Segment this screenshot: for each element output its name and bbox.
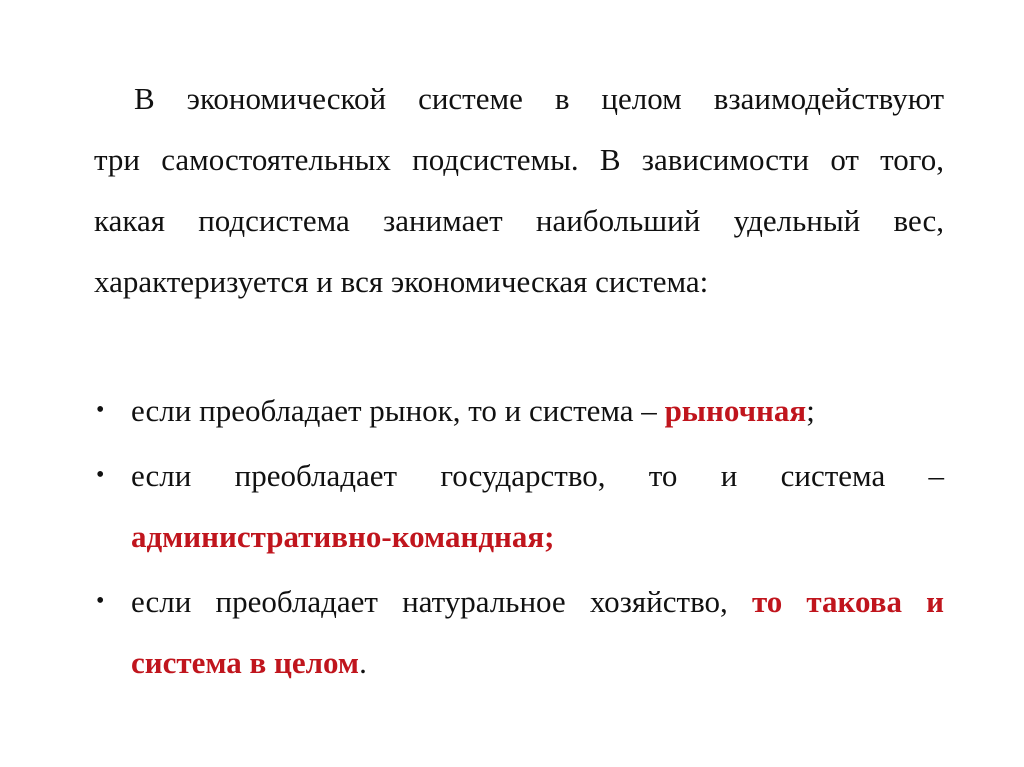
bullet-text: если преобладает натуральное хозяйство, [131, 584, 752, 619]
intro-line-4: характеризуется и вся экономическая система: [94, 264, 709, 299]
intro-paragraph [94, 68, 944, 312]
intro-line-1: В экономической системе в целом взаимодействуют [134, 81, 944, 116]
bullet-dot-icon: • [96, 397, 105, 423]
bullet-dot-icon: • [96, 588, 105, 614]
bullet-text: если преобладает государство, то и система – [131, 458, 944, 493]
bullet-highlight: рыночная [664, 393, 807, 428]
bullet-list [0, 380, 1024, 693]
bullet-line-1 [131, 571, 944, 632]
intro-line-2: три самостоятельных подсистемы. В зависимости от того, [94, 142, 944, 177]
bullet-item-state [96, 445, 944, 567]
bullet-dot-icon: • [96, 462, 105, 488]
bullet-punct: . [359, 645, 367, 680]
bullet-highlight: административно-командная; [131, 519, 555, 554]
bullet-highlight-2: система в целом [131, 645, 360, 680]
intro-line-3: какая подсистема занимает наибольший удельный вес, [94, 203, 944, 238]
bullet-item-market [96, 380, 944, 441]
bullet-item-natural [96, 571, 944, 693]
bullet-punct: ; [806, 393, 815, 428]
bullet-highlight: то такова и [751, 584, 944, 619]
bullet-text: если преобладает рынок, то и система – [131, 393, 665, 428]
bullet-line-2 [131, 632, 944, 693]
